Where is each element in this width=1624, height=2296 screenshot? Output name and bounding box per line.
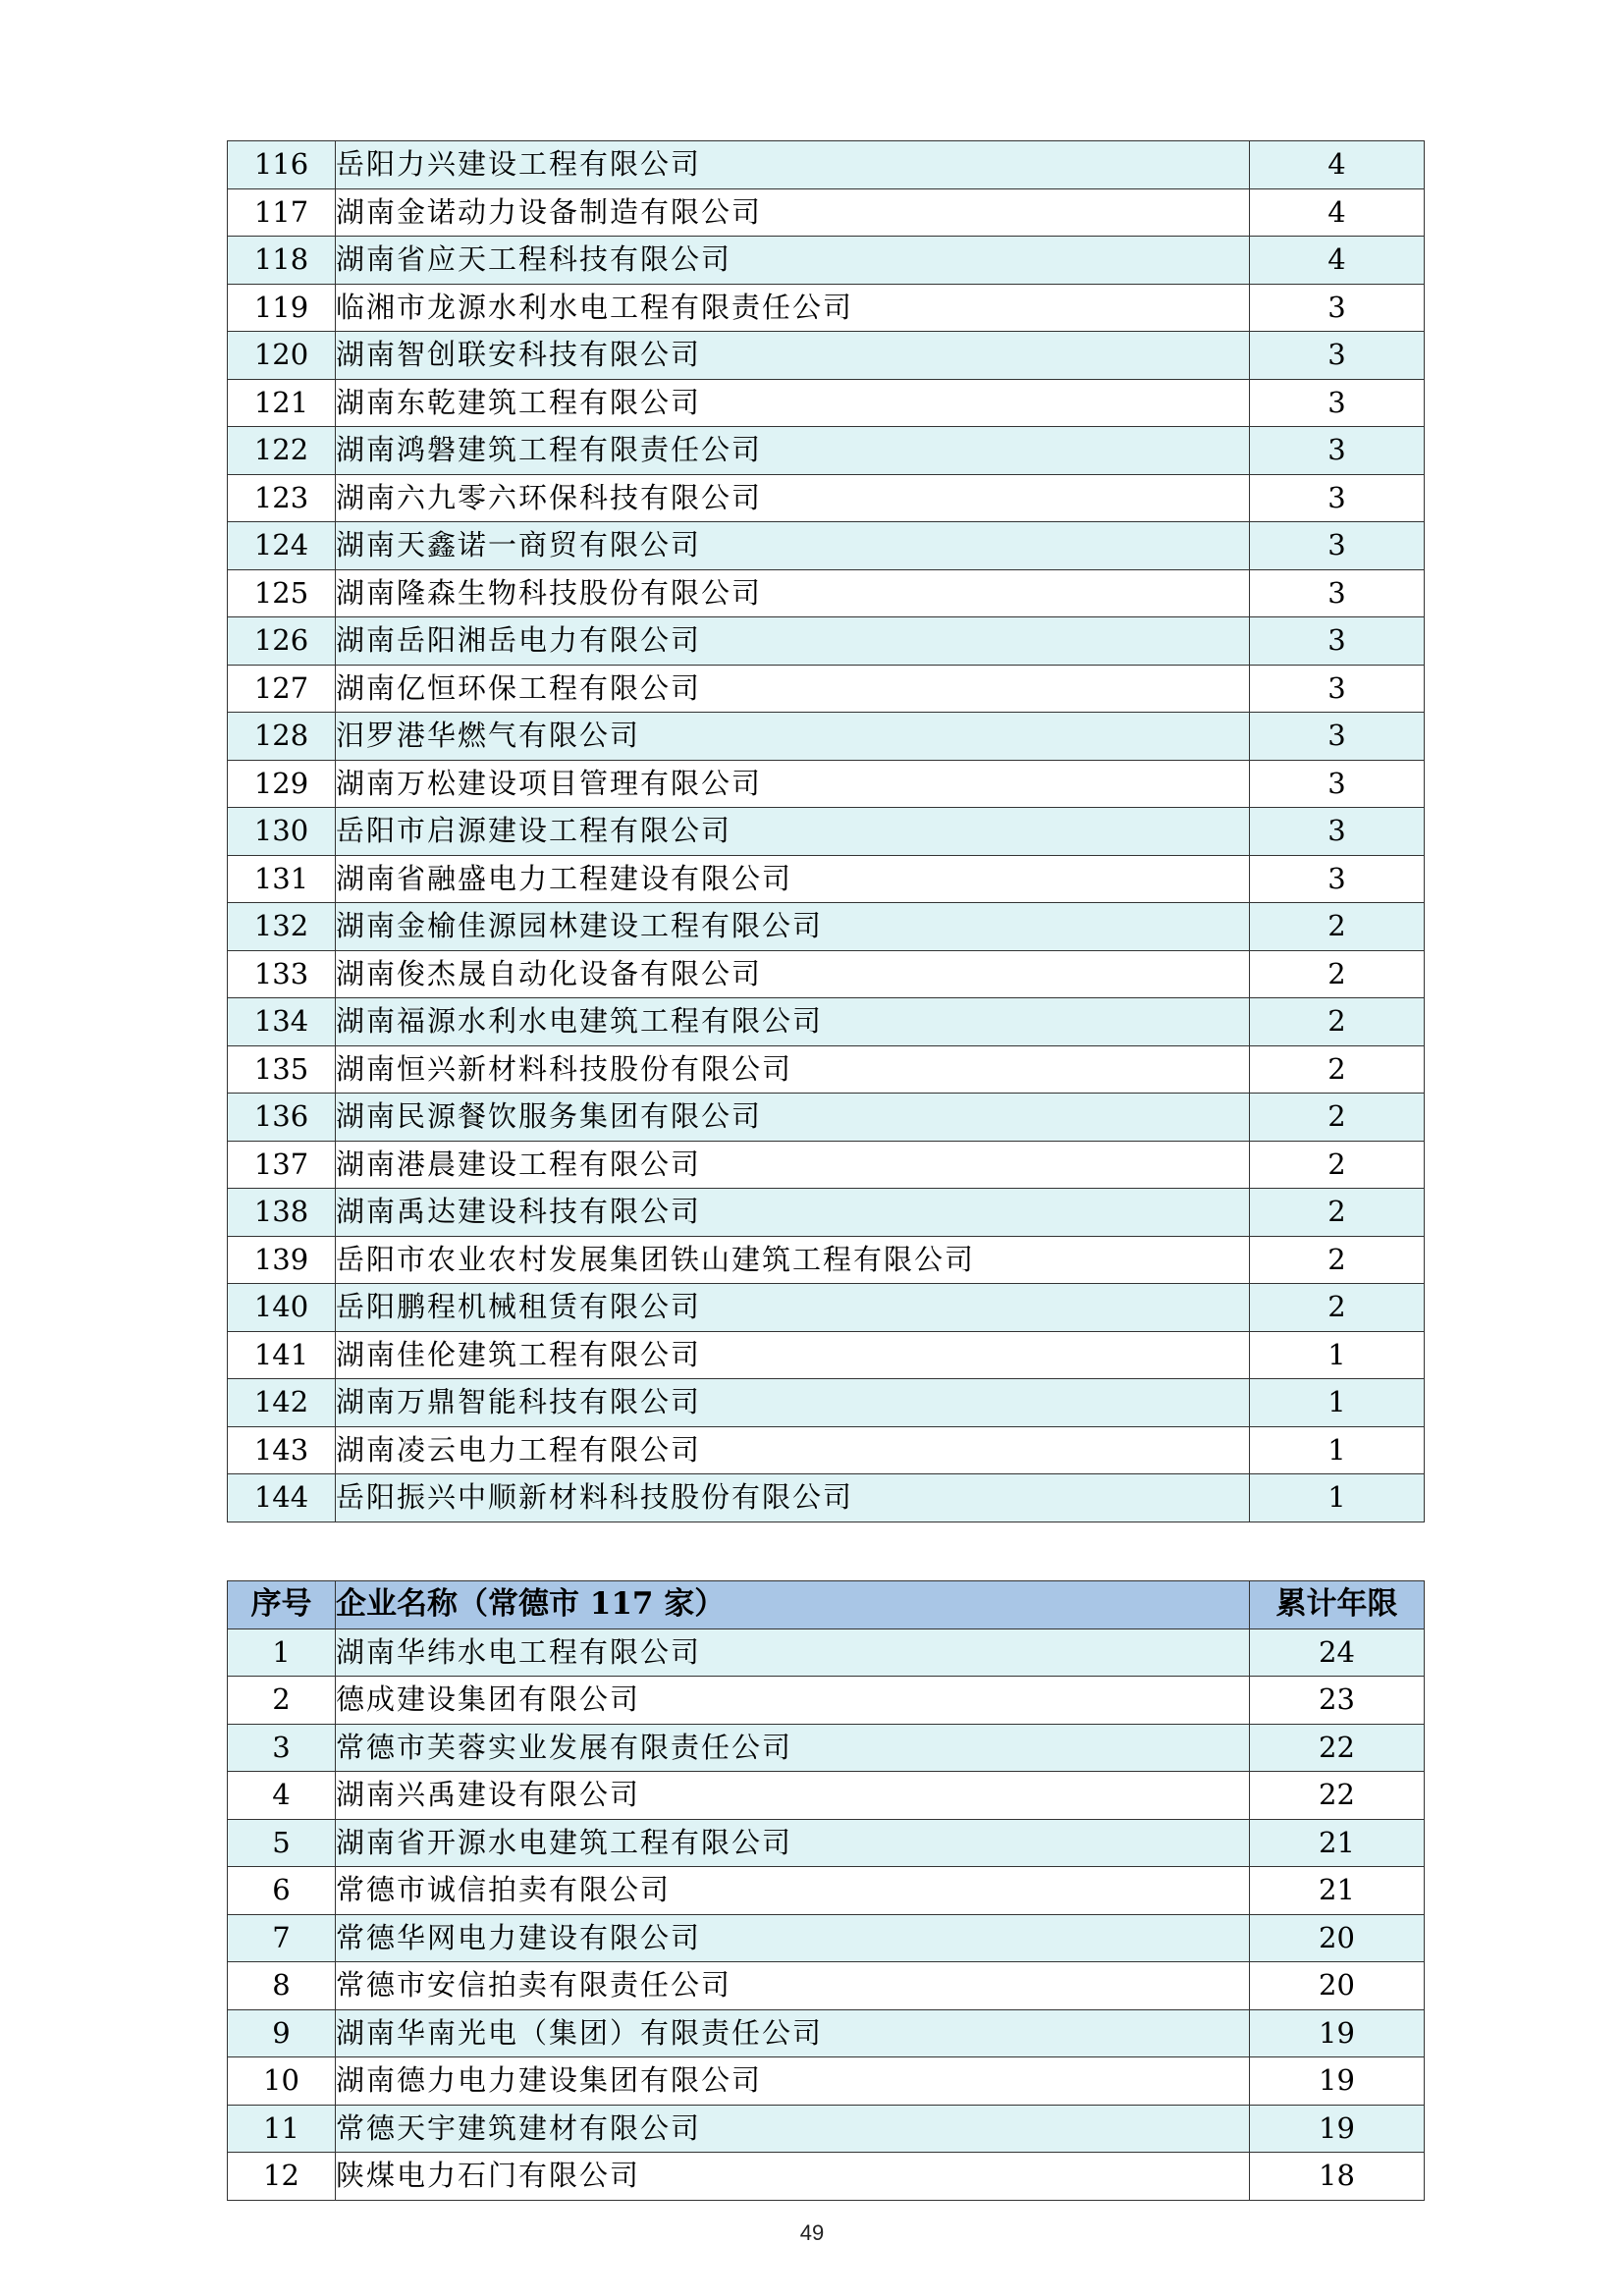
serial-number-cell: 140	[228, 1284, 336, 1332]
cumulative-years-cell: 20	[1250, 1962, 1425, 2010]
serial-number-cell: 128	[228, 713, 336, 761]
table-row	[228, 1284, 1425, 1332]
enterprise-name-cell: 湖南智创联安科技有限公司	[336, 332, 1250, 380]
serial-number-cell: 142	[228, 1379, 336, 1427]
table-row	[228, 713, 1425, 761]
table-row	[228, 522, 1425, 570]
enterprise-name-cell: 湖南恒兴新材料科技股份有限公司	[336, 1045, 1250, 1094]
enterprise-table-changde	[227, 1580, 1425, 2201]
enterprise-name-cell: 湖南金诺动力设备制造有限公司	[336, 188, 1250, 237]
enterprise-name-cell: 湖南省融盛电力工程建设有限公司	[336, 855, 1250, 903]
table-row	[228, 2105, 1425, 2153]
table-row	[228, 1331, 1425, 1379]
table-row	[228, 903, 1425, 951]
enterprise-name-cell: 湖南鸿磐建筑工程有限责任公司	[336, 427, 1250, 475]
enterprise-name-cell: 常德天宇建筑建材有限公司	[336, 2105, 1250, 2153]
enterprise-name-cell: 汨罗港华燃气有限公司	[336, 713, 1250, 761]
cumulative-years-cell: 3	[1250, 665, 1425, 713]
table-row	[228, 1045, 1425, 1094]
enterprise-name-cell: 湖南天鑫诺一商贸有限公司	[336, 522, 1250, 570]
table-row	[228, 1677, 1425, 1725]
table-row	[228, 1724, 1425, 1772]
table-row	[228, 332, 1425, 380]
enterprise-name-cell: 湖南俊杰晟自动化设备有限公司	[336, 950, 1250, 998]
enterprise-name-cell: 常德市诚信拍卖有限公司	[336, 1867, 1250, 1915]
table-row	[228, 1426, 1425, 1474]
enterprise-name-cell: 湖南华纬水电工程有限公司	[336, 1629, 1250, 1677]
serial-number-cell: 136	[228, 1094, 336, 1142]
cumulative-years-cell: 19	[1250, 2105, 1425, 2153]
cumulative-years-cell: 22	[1250, 1724, 1425, 1772]
serial-number-cell: 5	[228, 1819, 336, 1867]
table-row	[228, 141, 1425, 189]
enterprise-name-cell: 湖南省开源水电建筑工程有限公司	[336, 1819, 1250, 1867]
table-row	[228, 1772, 1425, 1820]
enterprise-name-cell: 湖南岳阳湘岳电力有限公司	[336, 617, 1250, 666]
serial-number-cell: 143	[228, 1426, 336, 1474]
cumulative-years-cell: 3	[1250, 427, 1425, 475]
serial-number-cell: 10	[228, 2057, 336, 2106]
serial-number-cell: 122	[228, 427, 336, 475]
cumulative-years-cell: 3	[1250, 617, 1425, 666]
serial-number-cell: 141	[228, 1331, 336, 1379]
enterprise-name-cell: 岳阳振兴中顺新材料科技股份有限公司	[336, 1474, 1250, 1522]
page-number: 49	[799, 2220, 825, 2245]
serial-number-cell: 4	[228, 1772, 336, 1820]
table-header	[228, 1581, 1425, 1629]
serial-number-cell: 127	[228, 665, 336, 713]
serial-number-cell: 135	[228, 1045, 336, 1094]
table-row	[228, 284, 1425, 332]
table-row	[228, 427, 1425, 475]
enterprise-table-yueyang	[227, 140, 1425, 1522]
serial-number-cell: 130	[228, 808, 336, 856]
cumulative-years-cell: 19	[1250, 2009, 1425, 2057]
cumulative-years-cell: 21	[1250, 1867, 1425, 1915]
cumulative-years-cell: 1	[1250, 1474, 1425, 1522]
table-row	[228, 1189, 1425, 1237]
cumulative-years-cell: 3	[1250, 379, 1425, 427]
serial-number-cell: 116	[228, 141, 336, 189]
table-row	[228, 2057, 1425, 2106]
header-enterprise-name: 企业名称（常德市 117 家）	[336, 1581, 1250, 1629]
serial-number-cell: 117	[228, 188, 336, 237]
enterprise-name-cell: 岳阳市启源建设工程有限公司	[336, 808, 1250, 856]
enterprise-name-cell: 岳阳市农业农村发展集团铁山建筑工程有限公司	[336, 1236, 1250, 1284]
serial-number-cell: 120	[228, 332, 336, 380]
enterprise-name-cell: 湖南佳伦建筑工程有限公司	[336, 1331, 1250, 1379]
serial-number-cell: 2	[228, 1677, 336, 1725]
table-row	[228, 617, 1425, 666]
cumulative-years-cell: 2	[1250, 1284, 1425, 1332]
table-row	[228, 569, 1425, 617]
cumulative-years-cell: 1	[1250, 1426, 1425, 1474]
cumulative-years-cell: 3	[1250, 855, 1425, 903]
enterprise-name-cell: 湖南凌云电力工程有限公司	[336, 1426, 1250, 1474]
serial-number-cell: 6	[228, 1867, 336, 1915]
enterprise-name-cell: 湖南德力电力建设集团有限公司	[336, 2057, 1250, 2106]
enterprise-name-cell: 湖南港晨建设工程有限公司	[336, 1141, 1250, 1189]
serial-number-cell: 125	[228, 569, 336, 617]
enterprise-name-cell: 湖南隆森生物科技股份有限公司	[336, 569, 1250, 617]
serial-number-cell: 121	[228, 379, 336, 427]
cumulative-years-cell: 3	[1250, 713, 1425, 761]
cumulative-years-cell: 2	[1250, 1141, 1425, 1189]
table-row	[228, 2153, 1425, 2201]
enterprise-name-cell: 湖南民源餐饮服务集团有限公司	[336, 1094, 1250, 1142]
table-row	[228, 1141, 1425, 1189]
table-row	[228, 1379, 1425, 1427]
enterprise-name-cell: 湖南六九零六环保科技有限公司	[336, 474, 1250, 522]
cumulative-years-cell: 2	[1250, 1236, 1425, 1284]
serial-number-cell: 138	[228, 1189, 336, 1237]
serial-number-cell: 8	[228, 1962, 336, 2010]
table-row	[228, 2009, 1425, 2057]
cumulative-years-cell: 3	[1250, 808, 1425, 856]
table-row	[228, 855, 1425, 903]
cumulative-years-cell: 23	[1250, 1677, 1425, 1725]
serial-number-cell: 124	[228, 522, 336, 570]
serial-number-cell: 11	[228, 2105, 336, 2153]
cumulative-years-cell: 4	[1250, 237, 1425, 285]
serial-number-cell: 9	[228, 2009, 336, 2057]
table-row	[228, 1474, 1425, 1522]
table-row	[228, 808, 1425, 856]
cumulative-years-cell: 4	[1250, 141, 1425, 189]
cumulative-years-cell: 3	[1250, 284, 1425, 332]
cumulative-years-cell: 4	[1250, 188, 1425, 237]
cumulative-years-cell: 3	[1250, 332, 1425, 380]
header-cumulative-years: 累计年限	[1250, 1581, 1425, 1629]
enterprise-name-cell: 岳阳鹏程机械租赁有限公司	[336, 1284, 1250, 1332]
enterprise-name-cell: 常德市安信拍卖有限责任公司	[336, 1962, 1250, 2010]
enterprise-name-cell: 湖南福源水利水电建筑工程有限公司	[336, 998, 1250, 1046]
cumulative-years-cell: 1	[1250, 1379, 1425, 1427]
cumulative-years-cell: 2	[1250, 1045, 1425, 1094]
table-body	[228, 1629, 1425, 2200]
header-row	[228, 1581, 1425, 1629]
enterprise-name-cell: 湖南华南光电（集团）有限责任公司	[336, 2009, 1250, 2057]
table-row	[228, 1094, 1425, 1142]
enterprise-name-cell: 岳阳力兴建设工程有限公司	[336, 141, 1250, 189]
enterprise-name-cell: 湖南万鼎智能科技有限公司	[336, 1379, 1250, 1427]
serial-number-cell: 7	[228, 1914, 336, 1962]
enterprise-name-cell: 湖南兴禹建设有限公司	[336, 1772, 1250, 1820]
serial-number-cell: 12	[228, 2153, 336, 2201]
table-row	[228, 1962, 1425, 2010]
table-row	[228, 1914, 1425, 1962]
serial-number-cell: 3	[228, 1724, 336, 1772]
cumulative-years-cell: 20	[1250, 1914, 1425, 1962]
cumulative-years-cell: 3	[1250, 569, 1425, 617]
serial-number-cell: 132	[228, 903, 336, 951]
serial-number-cell: 131	[228, 855, 336, 903]
cumulative-years-cell: 2	[1250, 903, 1425, 951]
enterprise-name-cell: 常德华网电力建设有限公司	[336, 1914, 1250, 1962]
table-row	[228, 237, 1425, 285]
enterprise-name-cell: 湖南省应天工程科技有限公司	[336, 237, 1250, 285]
table-row	[228, 1629, 1425, 1677]
table-row	[228, 474, 1425, 522]
cumulative-years-cell: 3	[1250, 760, 1425, 808]
table-row	[228, 1819, 1425, 1867]
cumulative-years-cell: 2	[1250, 998, 1425, 1046]
cumulative-years-cell: 3	[1250, 522, 1425, 570]
serial-number-cell: 1	[228, 1629, 336, 1677]
serial-number-cell: 133	[228, 950, 336, 998]
cumulative-years-cell: 2	[1250, 1189, 1425, 1237]
enterprise-name-cell: 湖南禹达建设科技有限公司	[336, 1189, 1250, 1237]
table-row	[228, 1867, 1425, 1915]
serial-number-cell: 123	[228, 474, 336, 522]
enterprise-name-cell: 德成建设集团有限公司	[336, 1677, 1250, 1725]
cumulative-years-cell: 19	[1250, 2057, 1425, 2106]
serial-number-cell: 119	[228, 284, 336, 332]
table-row	[228, 998, 1425, 1046]
enterprise-name-cell: 湖南亿恒环保工程有限公司	[336, 665, 1250, 713]
header-serial-number: 序号	[228, 1581, 336, 1629]
enterprise-name-cell: 湖南金榆佳源园林建设工程有限公司	[336, 903, 1250, 951]
serial-number-cell: 137	[228, 1141, 336, 1189]
cumulative-years-cell: 3	[1250, 474, 1425, 522]
cumulative-years-cell: 2	[1250, 950, 1425, 998]
cumulative-years-cell: 22	[1250, 1772, 1425, 1820]
serial-number-cell: 118	[228, 237, 336, 285]
cumulative-years-cell: 18	[1250, 2153, 1425, 2201]
enterprise-name-cell: 湖南万松建设项目管理有限公司	[336, 760, 1250, 808]
enterprise-name-cell: 临湘市龙源水利水电工程有限责任公司	[336, 284, 1250, 332]
enterprise-name-cell: 常德市芙蓉实业发展有限责任公司	[336, 1724, 1250, 1772]
cumulative-years-cell: 21	[1250, 1819, 1425, 1867]
table-row	[228, 665, 1425, 713]
serial-number-cell: 126	[228, 617, 336, 666]
table-row	[228, 760, 1425, 808]
enterprise-name-cell: 湖南东乾建筑工程有限公司	[336, 379, 1250, 427]
serial-number-cell: 129	[228, 760, 336, 808]
cumulative-years-cell: 2	[1250, 1094, 1425, 1142]
cumulative-years-cell: 24	[1250, 1629, 1425, 1677]
serial-number-cell: 139	[228, 1236, 336, 1284]
table-body	[228, 141, 1425, 1522]
serial-number-cell: 144	[228, 1474, 336, 1522]
table-row	[228, 950, 1425, 998]
table-row	[228, 379, 1425, 427]
cumulative-years-cell: 1	[1250, 1331, 1425, 1379]
serial-number-cell: 134	[228, 998, 336, 1046]
enterprise-name-cell: 陕煤电力石门有限公司	[336, 2153, 1250, 2201]
table-row	[228, 188, 1425, 237]
table-row	[228, 1236, 1425, 1284]
